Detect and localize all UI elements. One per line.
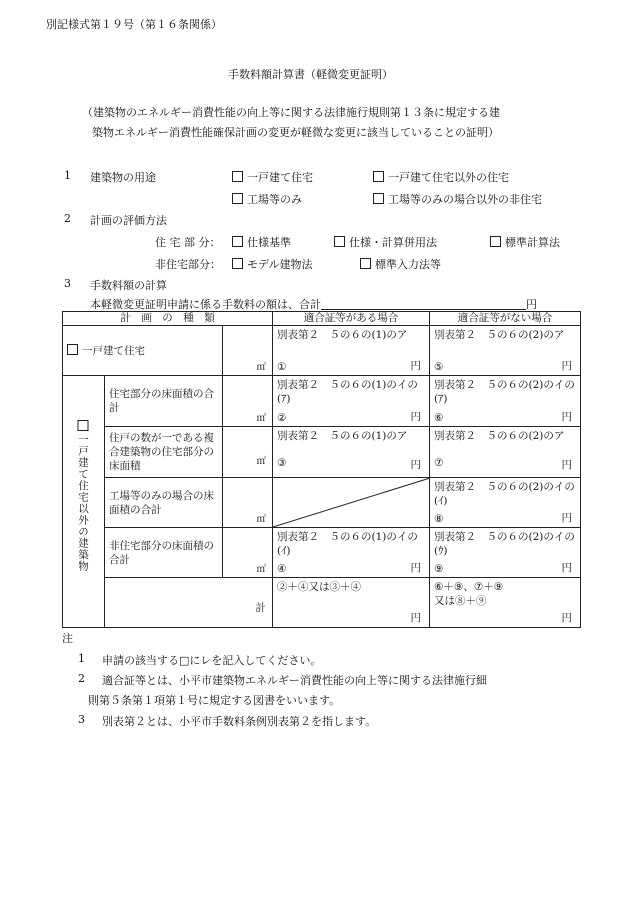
fee-cell-without[interactable]: 別表第２ ５の６の(2)のア ⑦ 円 [430, 427, 581, 478]
group-label-other-buildings: 一戸建て住宅以外の建築物 [63, 376, 105, 628]
checkbox[interactable] [373, 171, 384, 182]
section2-number: 2 [64, 212, 71, 225]
fee-cell-with[interactable]: 別表第２ ５の６の(1)のア ③ 円 [273, 427, 430, 478]
total-without[interactable]: ⑥＋⑨、⑦＋⑨ 又は⑧＋⑨ 円 [430, 578, 581, 628]
section1-number: 1 [64, 169, 71, 182]
note-1-text: 申請の該当する□にレを記入してください。 [102, 654, 322, 667]
subtitle-line-2: 築物エネルギー消費性能確保計画の変更が軽微な変更に該当していることの証明） [92, 126, 499, 139]
fee-cell-without[interactable]: 別表第２ ５の６の(2)のイの(ｳ) ⑨ 円 [430, 528, 581, 578]
fee-cell-with[interactable]: 別表第２ ５の６の(1)のイの(ｲ) ④ 円 [273, 528, 430, 578]
checkbox[interactable] [232, 258, 243, 269]
total-fee-line: 本軽微変更証明申請に係る手数料の額は、合計 円 [90, 298, 537, 311]
subtitle-line-1: （建築物のエネルギー消費性能の向上等に関する法律施行規則第１３条に規定する建 [82, 106, 500, 119]
option-standard-calc[interactable]: 標準計算法 [490, 234, 560, 250]
section2-label: 計画の評価方法 [90, 214, 167, 227]
row-label: 非住宅部分の床面積の合計 [105, 528, 223, 578]
option-factory-only[interactable]: 工場等のみ [232, 191, 302, 207]
checkbox[interactable] [490, 236, 501, 247]
total-label-cell: 計 [105, 578, 273, 628]
option-non-housing[interactable]: 工場等のみの場合以外の非住宅 [373, 191, 542, 207]
fee-cell-without[interactable]: 別表第２ ５の６の(2)のア ⑤ 円 [430, 326, 581, 376]
note-2-number: 2 [78, 672, 85, 685]
checkbox[interactable] [78, 420, 89, 431]
header-without-cert: 適合証等がない場合 [430, 312, 581, 326]
checkbox[interactable] [373, 193, 384, 204]
option-detached-house[interactable]: 一戸建て住宅 [232, 169, 313, 185]
checkbox[interactable] [360, 258, 371, 269]
note-3-text: 別表第２とは、小平市手数料条例別表第２を指します。 [102, 715, 377, 728]
header-with-cert: 適合証等がある場合 [273, 312, 430, 326]
fee-cell-with[interactable]: 別表第２ ５の６の(1)のイの(ｱ) ② 円 [273, 376, 430, 427]
area-input[interactable]: ㎡ [223, 376, 273, 427]
section3-number: 3 [64, 277, 71, 290]
note-2-text: 適合証等とは、小平市建築物エネルギー消費性能の向上等に関する法律施行細 [102, 674, 487, 687]
notes-heading: 注 [62, 632, 73, 645]
checkbox[interactable] [67, 344, 78, 355]
note-3-number: 3 [78, 713, 85, 726]
page-title: 手数料額計算書（軽微変更証明） [228, 68, 393, 81]
note-2-text-continued: 則第５条第１項第１号に規定する図書をいいます。 [88, 694, 341, 707]
option-spec-calc[interactable]: 仕様・計算併用法 [334, 234, 437, 250]
total-fee-input[interactable] [321, 298, 526, 310]
fee-cell-without[interactable]: 別表第２ ５の６の(2)のイの(ｱ) ⑥ 円 [430, 376, 581, 427]
fee-table [62, 311, 581, 628]
header-plan-type: 計 画 の 種 類 [63, 312, 273, 326]
section1-label: 建築物の用途 [90, 171, 156, 184]
total-with[interactable]: ②＋④又は③＋④ 円 [273, 578, 430, 628]
row-label: 住戸の数が一である複合建築物の住宅部分の床面積 [105, 427, 223, 478]
row-label: 工場等のみの場合の床面積の合計 [105, 478, 223, 528]
area-input[interactable]: ㎡ [223, 427, 273, 478]
diagonal-line [273, 478, 430, 528]
area-input[interactable]: ㎡ [223, 478, 273, 528]
option-spec-standard[interactable]: 仕様基準 [232, 234, 291, 250]
area-input[interactable]: ㎡ [223, 326, 273, 376]
area-input[interactable]: ㎡ [223, 528, 273, 578]
checkbox[interactable] [232, 193, 243, 204]
option-model-building[interactable]: モデル建物法 [232, 256, 312, 272]
checkbox[interactable] [232, 171, 243, 182]
form-number: 別記様式第１９号（第１６条関係） [46, 18, 222, 31]
note-1-number: 1 [78, 652, 85, 665]
fee-cell-with[interactable]: 別表第２ ５の６の(1)のア ① 円 [273, 326, 430, 376]
checkbox[interactable] [232, 236, 243, 247]
option-other-housing[interactable]: 一戸建て住宅以外の住宅 [373, 169, 509, 185]
row-label: 住宅部分の床面積の合計 [105, 376, 223, 427]
fee-cell-with-not-applicable [273, 478, 430, 528]
section3-label: 手数料額の計算 [90, 279, 167, 292]
checkbox[interactable] [334, 236, 345, 247]
housing-label: 住 宅 部 分： [155, 236, 221, 249]
option-standard-input[interactable]: 標準入力法等 [360, 256, 441, 272]
row-detached-label: 一戸建て住宅 [63, 326, 223, 376]
fee-cell-without[interactable]: 別表第２ ５の６の(2)のイの(ｲ) ⑧ 円 [430, 478, 581, 528]
nonhousing-label: 非住宅部分： [155, 258, 221, 271]
